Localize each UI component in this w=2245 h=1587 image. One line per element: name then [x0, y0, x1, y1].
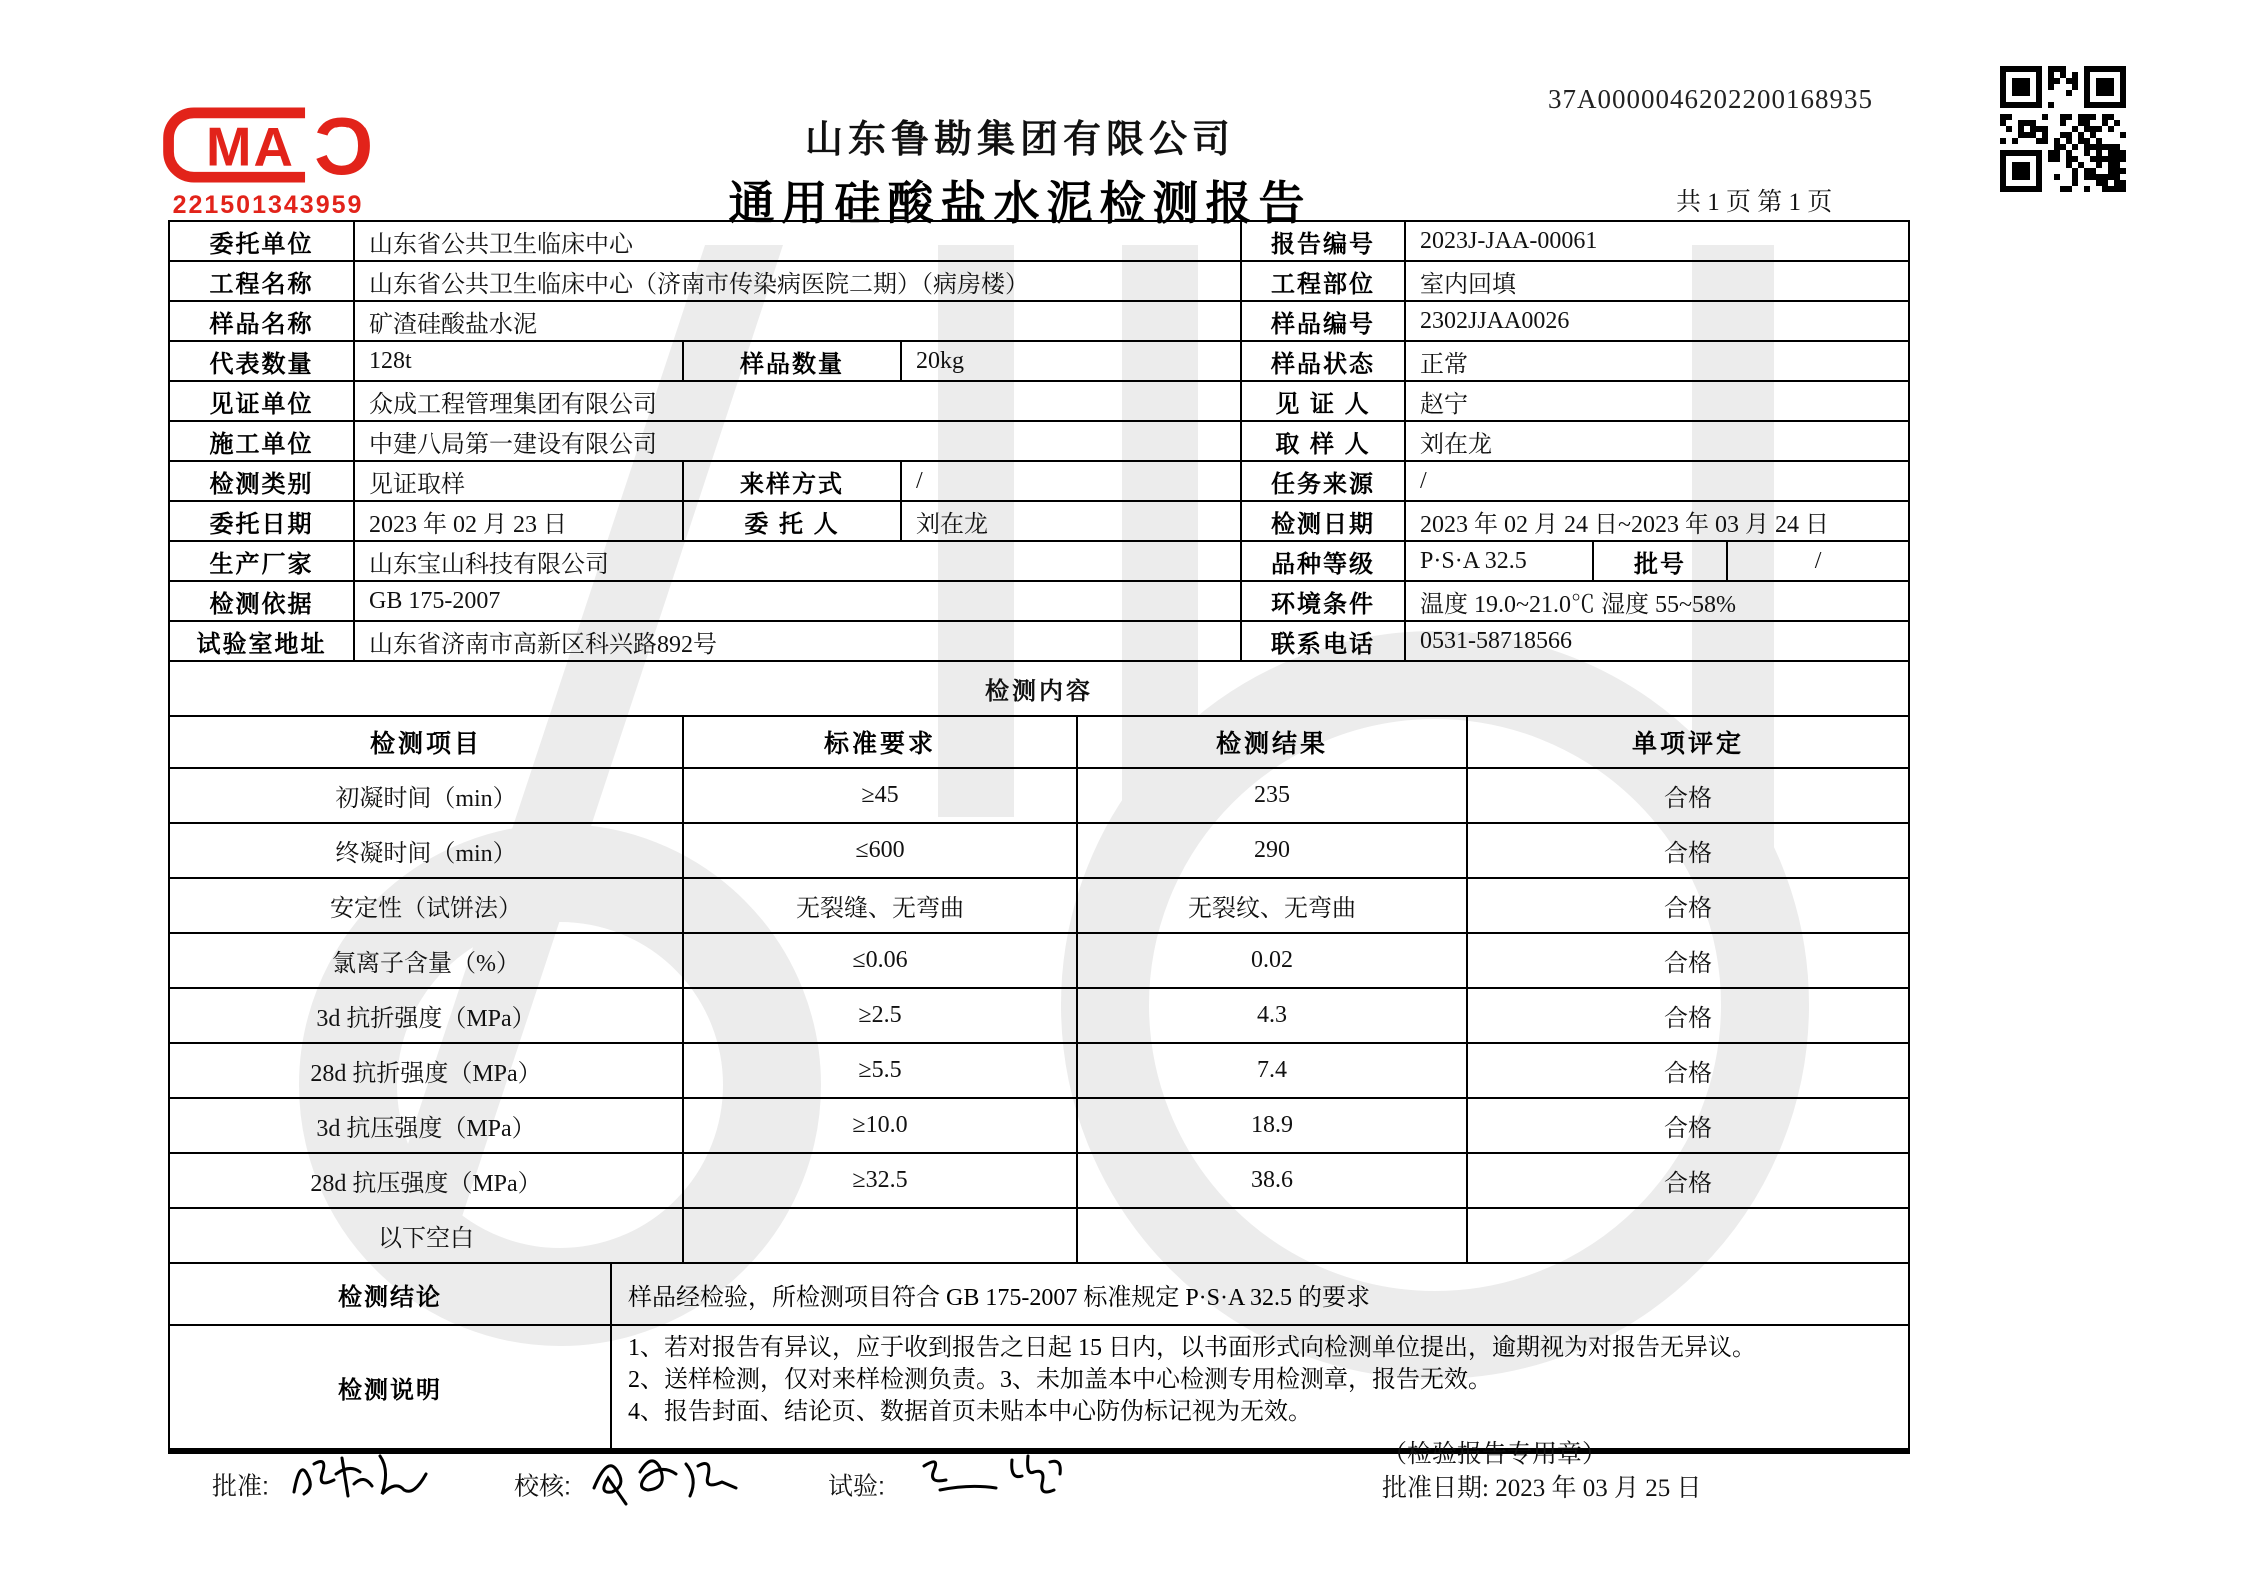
test-result: 38.6 [1077, 1153, 1467, 1208]
seal-note: （检验报告专用章） [1382, 1441, 1608, 1468]
test-category-value: 见证取样 [354, 461, 683, 501]
note-line: 1、若对报告有异议，应于收到报告之日起 15 日内，以书面形式向检测单位提出，逾期视为对报告无异议。 [628, 1335, 1756, 1361]
commission-date-value: 2023 年 02 月 23 日 [354, 501, 683, 541]
test-item: 28d 抗折强度（MPa） [169, 1043, 683, 1098]
sampler-label: 取 样 人 [1241, 421, 1405, 461]
test-requirement: ≤600 [683, 823, 1077, 878]
test-evaluation: 合格 [1467, 1043, 1909, 1098]
tester-label: 试验: [828, 1472, 885, 1501]
column-item: 检测项目 [169, 716, 683, 768]
qr-code [2000, 66, 2126, 192]
approver-label: 批准: [212, 1472, 269, 1501]
environment-label: 环境条件 [1241, 581, 1405, 621]
construction-unit-label: 施工单位 [169, 421, 354, 461]
client-label: 委托单位 [169, 221, 354, 261]
table-row [169, 501, 1909, 541]
conclusion-text: 样品经检验，所检测项目符合 GB 175-2007 标准规定 P·S·A 32.5 的要求 [611, 1263, 1909, 1325]
table-row [169, 581, 1909, 621]
report-tables [168, 220, 1908, 1454]
witness-label: 见 证 人 [1241, 381, 1405, 421]
phone-label: 联系电话 [1241, 621, 1405, 661]
sampler-value: 刘在龙 [1405, 421, 1909, 461]
task-source-label: 任务来源 [1241, 461, 1405, 501]
test-result: 4.3 [1077, 988, 1467, 1043]
test-content-table [168, 660, 1910, 1264]
table-row [169, 261, 1909, 301]
test-row [169, 823, 1909, 878]
report-no-value: 2023J-JAA-00061 [1405, 221, 1909, 261]
table-row [169, 341, 1909, 381]
commissioner-value: 刘在龙 [901, 501, 1241, 541]
sample-quantity-value: 20kg [901, 341, 1241, 381]
checker-signature [586, 1444, 756, 1514]
tester-block [828, 1462, 1080, 1514]
construction-unit-value: 中建八局第一建设有限公司 [354, 421, 1241, 461]
notes-text [611, 1325, 1909, 1451]
test-item: 3d 抗压强度（MPa） [169, 1098, 683, 1153]
batch-quantity-label: 代表数量 [169, 341, 354, 381]
conclusion-label: 检测结论 [169, 1263, 611, 1325]
page-count-info: 共 1 页 第 1 页 [1676, 189, 1833, 216]
notes-label: 检测说明 [169, 1325, 611, 1451]
variety-grade-label: 品种等级 [1241, 541, 1405, 581]
column-requirement: 标准要求 [683, 716, 1077, 768]
sample-name-label: 样品名称 [169, 301, 354, 341]
table-row [169, 461, 1909, 501]
sample-delivery-value: / [901, 461, 1241, 501]
test-category-label: 检测类别 [169, 461, 354, 501]
test-result: 无裂纹、无弯曲 [1077, 878, 1467, 933]
test-requirement: ≥45 [683, 768, 1077, 823]
batch-no-value: / [1727, 541, 1909, 581]
witness-unit-value: 众成工程管理集团有限公司 [354, 381, 1241, 421]
manufacturer-value: 山东宝山科技有限公司 [354, 541, 1241, 581]
batch-quantity-value: 128t [354, 341, 683, 381]
test-row [169, 1208, 1909, 1263]
commissioner-label: 委 托 人 [683, 501, 901, 541]
cma-logo [158, 106, 378, 220]
tester-signature [900, 1444, 1080, 1514]
info-table [168, 220, 1910, 662]
sample-state-label: 样品状态 [1241, 341, 1405, 381]
approver-block [212, 1462, 444, 1514]
test-result: 18.9 [1077, 1098, 1467, 1153]
test-evaluation: 合格 [1467, 933, 1909, 988]
test-result: 7.4 [1077, 1043, 1467, 1098]
cma-certificate-number: 221501343959 [172, 191, 364, 219]
test-date-label: 检测日期 [1241, 501, 1405, 541]
test-item: 以下空白 [169, 1208, 683, 1263]
commission-date-label: 委托日期 [169, 501, 354, 541]
seal-block [1382, 1438, 1701, 1506]
test-result [1077, 1208, 1467, 1263]
test-row [169, 933, 1909, 988]
cma-mark-icon [158, 106, 378, 184]
test-item: 氯离子含量（%） [169, 933, 683, 988]
test-date-value: 2023 年 02 月 24 日~2023 年 03 月 24 日 [1405, 501, 1909, 541]
report-serial-number: 37A0000046202200168935 [1548, 84, 1873, 114]
note-line: 4、报告封面、结论页、数据首页未贴本中心防伪标记视为无效。 [628, 1399, 1312, 1425]
test-row [169, 1153, 1909, 1208]
witness-value: 赵宁 [1405, 381, 1909, 421]
lab-address-label: 试验室地址 [169, 621, 354, 661]
section-title-row [169, 661, 1909, 716]
approval-date: 批准日期: 2023 年 03 月 25 日 [1382, 1475, 1702, 1502]
project-part-value: 室内回填 [1405, 261, 1909, 301]
test-requirement: ≥2.5 [683, 988, 1077, 1043]
test-requirement: ≥10.0 [683, 1098, 1077, 1153]
task-source-value: / [1405, 461, 1909, 501]
notes-row [169, 1325, 1909, 1451]
test-requirement: ≥32.5 [683, 1153, 1077, 1208]
sample-delivery-label: 来样方式 [683, 461, 901, 501]
approver-signature [284, 1444, 444, 1514]
test-row [169, 1043, 1909, 1098]
environment-value: 温度 19.0~21.0℃ 湿度 55~58% [1405, 581, 1909, 621]
table-row [169, 421, 1909, 461]
test-row [169, 768, 1909, 823]
witness-unit-label: 见证单位 [169, 381, 354, 421]
sample-state-value: 正常 [1405, 341, 1909, 381]
sample-no-value: 2302JJAA0026 [1405, 301, 1909, 341]
project-part-label: 工程部位 [1241, 261, 1405, 301]
conclusion-table [168, 1262, 1910, 1454]
test-result: 290 [1077, 823, 1467, 878]
table-row [169, 541, 1909, 581]
test-basis-label: 检测依据 [169, 581, 354, 621]
report-title: 通用硅酸盐水泥检测报告 [728, 177, 1312, 229]
table-row [169, 621, 1909, 661]
column-evaluation: 单项评定 [1467, 716, 1909, 768]
test-row [169, 878, 1909, 933]
lab-address-value: 山东省济南市高新区科兴路892号 [354, 621, 1241, 661]
test-row [169, 988, 1909, 1043]
title-block [420, 108, 1620, 233]
project-name-value: 山东省公共卫生临床中心（济南市传染病医院二期）（病房楼） [354, 261, 1241, 301]
company-name: 山东鲁勘集团有限公司 [804, 119, 1235, 161]
test-item: 终凝时间（min） [169, 823, 683, 878]
sample-name-value: 矿渣硅酸盐水泥 [354, 301, 1241, 341]
svg-text:C: C [314, 106, 374, 184]
test-evaluation: 合格 [1467, 878, 1909, 933]
table-row [169, 381, 1909, 421]
note-line: 2、送样检测，仅对来样检测负责。3、未加盖本中心检测专用检测章，报告无效。 [628, 1367, 1492, 1393]
section-title: 检测内容 [169, 661, 1909, 716]
phone-value: 0531-58718566 [1405, 621, 1909, 661]
test-requirement: ≤0.06 [683, 933, 1077, 988]
test-evaluation: 合格 [1467, 768, 1909, 823]
test-basis-value: GB 175-2007 [354, 581, 1241, 621]
column-result: 检测结果 [1077, 716, 1467, 768]
test-requirement [683, 1208, 1077, 1263]
test-item: 3d 抗折强度（MPa） [169, 988, 683, 1043]
test-item: 安定性（试饼法） [169, 878, 683, 933]
table-row [169, 301, 1909, 341]
test-evaluation: 合格 [1467, 823, 1909, 878]
test-result: 235 [1077, 768, 1467, 823]
test-evaluation: 合格 [1467, 1098, 1909, 1153]
test-item: 28d 抗压强度（MPa） [169, 1153, 683, 1208]
table-header-row [169, 716, 1909, 768]
checker-block [514, 1462, 756, 1514]
test-row [169, 1098, 1909, 1153]
sample-quantity-label: 样品数量 [683, 341, 901, 381]
report-no-label: 报告编号 [1241, 221, 1405, 261]
checker-label: 校核: [514, 1472, 571, 1501]
test-item: 初凝时间（min） [169, 768, 683, 823]
test-requirement: 无裂缝、无弯曲 [683, 878, 1077, 933]
manufacturer-label: 生产厂家 [169, 541, 354, 581]
test-evaluation: 合格 [1467, 988, 1909, 1043]
batch-no-label: 批号 [1593, 541, 1727, 581]
conclusion-row [169, 1263, 1909, 1325]
test-requirement: ≥5.5 [683, 1043, 1077, 1098]
test-evaluation: 合格 [1467, 1153, 1909, 1208]
project-name-label: 工程名称 [169, 261, 354, 301]
test-result: 0.02 [1077, 933, 1467, 988]
test-evaluation [1467, 1208, 1909, 1263]
sample-no-label: 样品编号 [1241, 301, 1405, 341]
variety-grade-value: P·S·A 32.5 [1405, 541, 1593, 581]
client-value: 山东省公共卫生临床中心 [354, 221, 1241, 261]
svg-text:MA: MA [206, 116, 295, 178]
